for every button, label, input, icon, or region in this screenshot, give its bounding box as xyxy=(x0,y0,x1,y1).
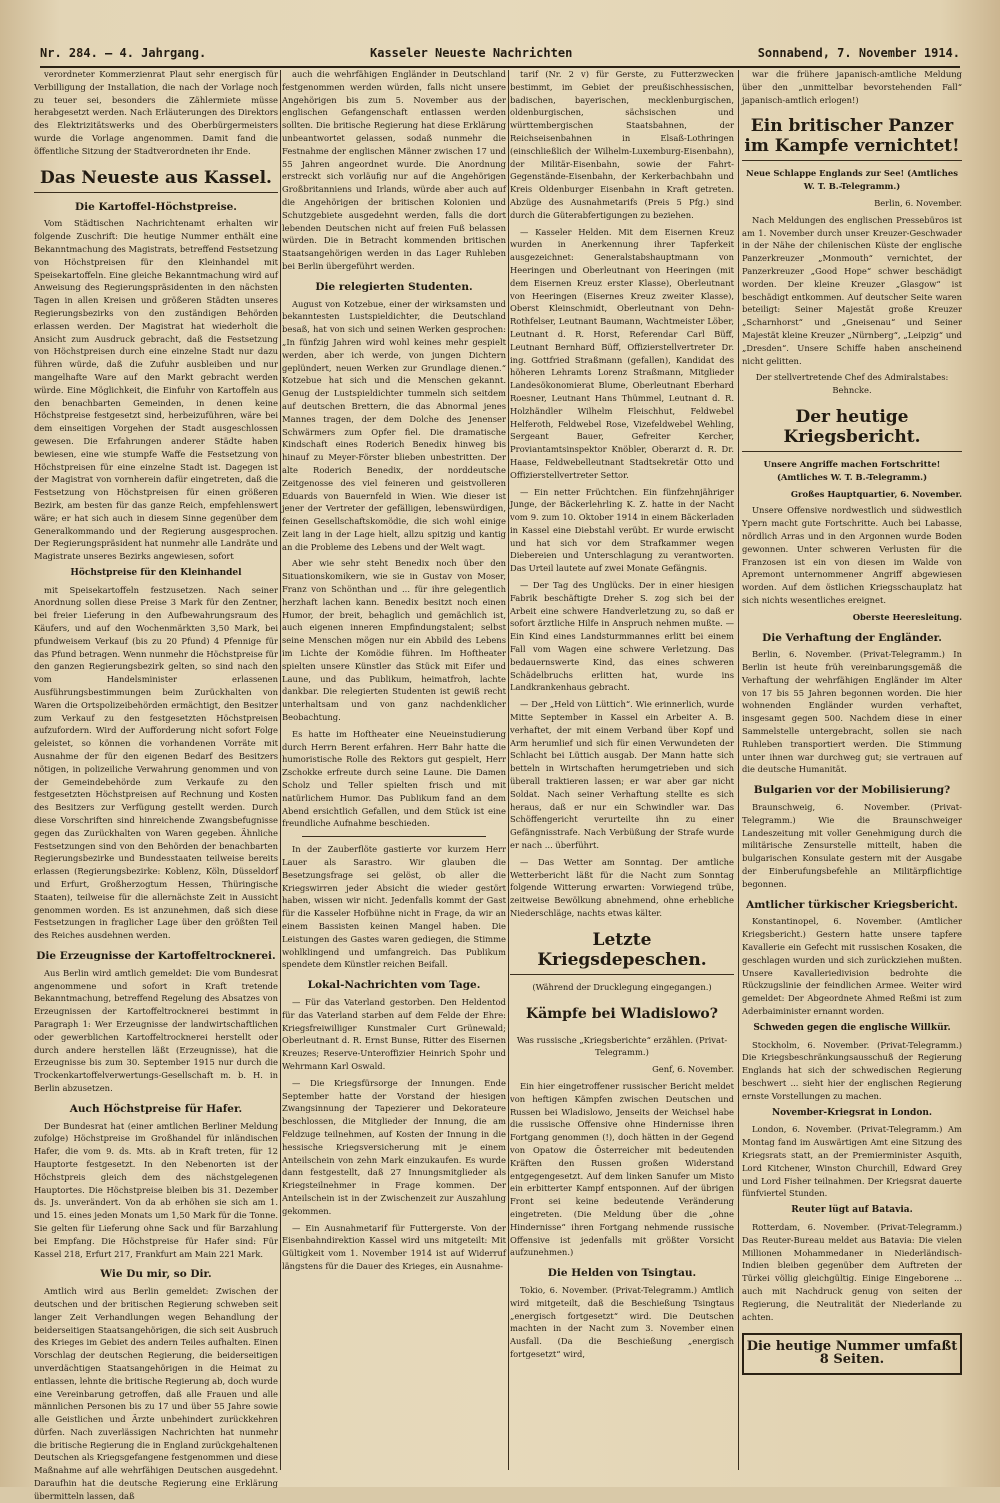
dateline: Berlin, 6. November. xyxy=(874,197,962,208)
headline: Amtlicher türkischer Kriegsbericht. xyxy=(746,898,958,911)
column-rule xyxy=(280,70,281,1470)
dateline: Genf, 6. November. xyxy=(652,1064,734,1075)
article-text: Ein hier eingetroffener russischer Bericht meldet von heftigen Kämpfen zwischen Deutschen und Russen bei Wladislowo, Jenseits der Weichsel habe die russische Offensive ohne Hindernisse ihren Fortgang genommen (!), doch hätten in der Gegend von Opatow die Österreicher mit bedeutenden Kräften den Russen großen Widerstand entgegengesetzt. Auf dem linken Sanufer um Misto ein erbitterter Kampf entsponnen. Auf der übrigen Front sei keine bedeutende Veränderung eingetreten. (Die Meldung über die „ohne Hindernisse“ ihren Fortgang nehmende russische Offensive ist jedenfalls mit größter Vorsicht aufzunehmen.) xyxy=(510,1080,734,1258)
article-text: Unsere Offensive nordwestlich und südwestlich Ypern macht gute Fortschritte. Auch bei Labasse, nördlich Arras und in den Argonnen wurde Boden gewonnen. Unter schweren Verlusten für die Franzosen ist ein von diesen im Walde von Apremont unternommener Angriff abgewiesen worden. Auf dem östlichen Kriegsschauplatz hat sich nichts wesentliches ereignet. xyxy=(742,505,962,605)
headline: Schweden gegen die englische Willkür. xyxy=(753,1022,951,1033)
article-text: — Ein Ausnahmetarif für Futtergerste. Von der Eisenbahndirektion Kassel wird uns mitgeteilt: Mit Gültigkeit vom 1. November 1914 ist auf Widerruf längstens für die Dauer des Krieges, ein Ausnahme- xyxy=(282,1222,506,1271)
article-text: Tokio, 6. November. (Privat-Telegramm.) Amtlich wird mitgeteilt, daß die Beschießung Tsingtaus „energisch fortgesetzt“ wird. Die Deutschen machten in der Nacht zum 3. November einen Ausfall. (Da die Beschießung „energisch fortgesetzt“ wird, xyxy=(510,1284,734,1359)
headline: Die Erzeugnisse der Kartoffeltrocknerei. xyxy=(36,950,276,962)
headline: Die Verhaftung der Engländer. xyxy=(762,631,942,644)
headline: Reuter lügt auf Batavia. xyxy=(791,1205,913,1216)
subheadline: Was russische „Kriegsberichte“ erzählen. (Privat-Telegramm.) xyxy=(516,1034,728,1058)
article-text: mit Speisekartoffeln festzusetzen. Nach seiner Anordnung sollen diese Preise 3 Mark für den Zentner, bei freier Lieferung in den Aufbewahrungsraum des Käufers, und auf den Wochenmärkten 3,50 Mark, bei pfundweisem Verkauf (bis zu 20 Pfund) 4 Pfennige für das Pfund betragen. Wenn nunmehr die Höchstpreise für den ganzen Regierungsbezirk gelten, so sind nach den vom Handelsminister erlassenen Ausführungsbestimmungen beim Zurückhalten von Waren die Ortspolizeibehörden ermächtigt, den Besitzer zum Verkauf zu den festgesetzten Höchstpreisen aufzufordern. Wird der Aufforderung nicht sofort Folge geleistet, so können die vorhandenen Vorräte mit Ausnahme der für den eigenen Bedarf des Besitzers nötigen, in polizeiliche Verwahrung genommen und von der Gemeindebehörde zum Verkaufe zu den festgesetzten Höchstpreisen auf Rechnung und Kosten des Besitzers zur Verfügung gestellt werden. Durch diese Vorschriften sind hinreichende Zwangsbefugnisse gegen das Zurückhalten von Waren gegeben. Ähnliche Festsetzungen sind von den Behörden der benachbarten Regierungsbezirke und Bundesstaaten teilweise bereits erlassen (Regierungsbezirke: Koblenz, Köln, Düsseldorf und Erfurt, Großherzogtum Hessen, Thüringische Staaten), teilweise für die allernächste Zeit in Aussicht genommen worden. Es ist anzunehmen, daß sich diese Festsetzungen in fraglicher Lage über den größten Teil des Reiches ausdehnen werden. xyxy=(34,584,278,941)
headline: Die Helden von Tsingtau. xyxy=(547,1267,697,1280)
article-text: August von Kotzebue, einer der wirksamsten und bekanntesten Lustspieldichter, die Deutschland besaß, hat von sich und seinen Werken gesprochen: „In fünfzig Jahren wird wohl keines mehr gespielt werden, aber ich werde, von jungen Dichtern geplündert, neuen Werken zur Grundlage dienen.“ Kotzebue hat sich und die Menschen gekannt. Genug der Lustspieldichter tummeln sich seitdem auf deutschen Brettern, die das Abnormal jenes Mannes tragen, der dem Dolche des Jenenser Schwärmers zum Opfer fiel. Die dramatische Kindschaft eines Roderich Benedix hinweg bis hinauf zu Meyer-Förster blieben unbestritten. Der alte Roderich Benedix, der norddeutsche Zeitgenosse des viel feineren und geistvolleren Eduards von Bauernfeld in Wien. Wie dieser ist jener der Vertreter der gefälligen, lebenswürdigen, feinen Gesellschaftskomödie, die sich wohl einige Zeit lang in der Lage hielt, allzu spitzig und kantig an die Probleme des Lebens und der Welt wagt. xyxy=(282,298,506,552)
headline: Auch Höchstpreise für Hafer. xyxy=(69,1102,243,1115)
headline: Die relegierten Studenten. xyxy=(315,280,473,293)
subheadline: Höchstpreise für den Kleinhandel xyxy=(70,567,242,578)
column-3 xyxy=(510,68,734,1468)
issue-date: Sonnabend, 7. November 1914. xyxy=(757,46,960,60)
article-text: — Ein netter Früchtchen. Ein fünfzehnjähriger Junge, der Bäckerlehrling K. Z. hatte in der Nacht vom 9. zum 10. Oktober 1914 in einem Bäckerladen in Kassel eine Diebstahl verübt. Er wurde erwischt und hat sich vor dem Strafkammer wegen Diebereien und Unterschlagung zu verantworten. Das Urteil lautete auf zwei Monate Gefängnis. xyxy=(510,486,734,574)
article-text: war die frühere japanisch-amtliche Meldung über den „unmittelbar bevorstehenden Fall“ japanisch-amtlich erlogen!) xyxy=(742,69,962,105)
issue-number: Nr. 284. — 4. Jahrgang. xyxy=(40,46,207,60)
subheadline: Unsere Angriffe machen Fortschritte! (Amtliches W. T. B.-Telegramm.) xyxy=(763,458,941,482)
article-text: — Für das Vaterland gestorben. Den Heldentod für das Vaterland starben auf dem Felde der Ehre: Kriegsfreiwilliger Kunstmaler Curt Grünewald; Oberleutnant d. R. Ernst Bunse, Ritter des Eisernen Kreuzes; Reserve-Unteroffizier Heinrich Spohr und Wehrmann Karl Oswald. xyxy=(282,996,506,1071)
article-text: — Der Tag des Unglücks. Der in einer hiesigen Fabrik beschäftigte Dreher S. zog sich bei der Arbeit eine schwere Handverletzung zu, so daß er sofort ärztliche Hilfe in Anspruch nehmen mußte. — Ein Kind eines Landsturmmannes erlitt bei einem Fall vom Wagen eine schwere Verletzung. Das bedauernswerte Kind, das eines schweren Schädelbruchs erlitten hat, wurde ins Landkrankenhaus gebracht. xyxy=(510,580,734,693)
article-text: Aber wie sehr steht Benedix noch über den Situationskomikern, wie sie in Gustav von Moser, Franz von Schönthan und ... für ihre gelegentlich herzhaft lachen kann. Benedix besitzt noch einen Humor, der breit, behaglich und gemächlich ist, auch eigenen inneren Empfindungstalent; selbst seine Menschen mögen nur ein Abbild des Lebens im Lichte der Komödie führen. Im Hoftheater spielten unsere Künstler das Stück mit Eifer und Laune, und das Publikum, heimatfroh, lachte dankbar. Die relegierten Studenten ist gewiß recht unterhaltsam und von ganz nachdenklicher Beobachtung. xyxy=(282,558,506,723)
article-text: Der Bundesrat hat (einer amtlichen Berliner Meldung zufolge) Höchstpreise im Großhandel für inländischen Hafer, die vom 9. ds. Mts. ab in Kraft treten, für 12 Hauptorte festgesetzt. In den Nebenorten ist der Höchstpreis gleich dem des nächstgelegenen Hauptortes. Die Höchstpreise bleiben bis 31. Dezember ds. Js. unverändert. Von da ab erhöhen sie sich am 1. und 15. eines jeden Monats um 1,50 Mark für die Tonne. Sie gelten für Lieferung ohne Sack und für Barzahlung bei Empfang. Die Höchstpreise für Hafer sind: Für Kassel 218, Erfurt 217, Frankfurt am Main 221 Mark. xyxy=(34,1120,278,1259)
article-text: tarif (Nr. 2 v) für Gerste, zu Futterzwecken bestimmt, im Gebiet der preußischhessischen, badischen, bayerischen, mecklenburgischen, oldenburgischen, sächsischen und württembergischen Staatsbahnen, der Reichseisenbahnen in Elsaß-Lothringen (einschließlich der Wilhelm-Luxemburg-Eisenbahn), der Militär-Eisenbahn, sowie der Fahrt-Gegenstände-Eisenbahn, der Kerkerbachbahn und Kreis Oldenburger Eisenbahn in Kraft getreten. Abzüge des Ausnahmetarifs (Preis 5 Pfg.) sind durch die Güterabfertigungen zu beziehen. xyxy=(510,69,734,220)
subheadline: (Während der Drucklegung eingegangen.) xyxy=(532,981,712,992)
article-text: Rotterdam, 6. November. (Privat-Telegramm.) Das Reuter-Bureau meldet aus Batavia: Die vielen Millionen Mohammedaner in Niederländisch-Indien bleiben gegenüber dem Auftreten der Türkei völlig gleichgültig. Einige Eingeborene ... auch mit Nachdruck genug von seiten der Regierung, die Neutralität der Niederlande zu achten. xyxy=(742,1221,962,1322)
article-text: Es hatte im Hoftheater eine Neueinstudierung durch Herrn Berent erfahren. Herr Bahr hatte die humoristische Rolle des Rektors gut gespielt, Herr Zschokke erfreute durch seine Laune. Die Damen Scholz und Teller spielten frisch und mit natürlichem Humor. Das Publikum fand an dem Abend ersichtlich Gefallen, und dem Stück ist eine freundliche Aufnahme beschieden. xyxy=(282,728,506,829)
article-text: Amtlich wird aus Berlin gemeldet: Zwischen der deutschen und der britischen Regierung schweben seit langer Zeit Verhandlungen wegen Behandlung der beiderseitigen Staatsangehörigen, die sich seit Ausbruch des Krieges im Gebiet des andern Teiles aufhalten. Einen Vorschlag der deutschen Regierung, die beiderseitigen unverdächtigen Staatsangehörigen in die Heimat zu entlassen, lehnte die britische Regierung ab, doch wurde eine Vereinbarung getroffen, daß alle Frauen und alle männlichen Personen bis zu 17 und über 55 Jahre sowie alle Geistlichen und Ärzte unbehindert zurückkehren dürfen. Nach zuverlässigen Nachrichten hat nunmehr die britische Regierung die in England zurückgehaltenen Deutschen als Kriegsgefangene festgenommen und diese Maßnahme auf alle wehrfähigen Deutschen ausgedehnt. Daraufhin hat die deutsche Regierung eine Erklärung übermitteln lassen, daß xyxy=(34,1286,278,1501)
article-text: — Das Wetter am Sonntag. Der amtliche Wetterbericht läßt für die Nacht zum Sonntag folgende Witterung erwarten: Vorwiegend trübe, zeitweise Bewölkung abnehmend, ohne erhebliche Niederschläge, nachts etwas kälter. xyxy=(510,856,734,918)
article-text: Stockholm, 6. November. (Privat-Telegramm.) Die Kriegsbeschränkungsausschuß der Regierung Englands hat sich der schwedischen Regierung beschwert ... sieht hier der englischen Regierung ernste Vorstellungen zu machen. xyxy=(742,1039,962,1101)
section-title: Letzte Kriegsdepeschen. xyxy=(510,930,734,975)
divider xyxy=(302,836,486,837)
article-text: — Kasseler Helden. Mit dem Eisernen Kreuz wurden in Anerkennung ihrer Tapferkeit ausgezeichnet: Generalstabshauptmann von Heeringen und Oberleutnant von Heeringen (mit dem Eisernen Kreuz erster Klasse), Oberleutnant von Heeringen (Eisernes Kreuz zweiter Klasse), Oberst Kleinschmidt, Oberleutnant von Dehn-Rothfelser, Leutnant Baumann, Wachtmeister Löber, Leutnant d. R. Horst, Referendar Carl Büff, Leutnant Bernhard Büff, Offizierstellvertreter Dr. ing. Gottfried Straßmann (gefallen), Kandidat des höheren Lehramts Lorenz Straßmann, Mitglieder Landesökonomierat Blume, Oberleutnant Eberhard Roesner, Leutnant Hans Thümmel, Leutnant d. R. Holzhändler Wilhelm Fleischhut, Feldwebel Helferoth, Feldwebel Rose, Vizefeldwebel Wehling, Sergeant Bauer, Gefreiter Kercher, Proviantamtsinspektor Knöbler, Oberarzt d. R. Dr. Haase, Feldwebelleutnant Stadtsekretär Otto und Offizierstellvertreter Settor. xyxy=(510,226,734,480)
article-text: — Die Kriegsfürsorge der Innungen. Ende September hatte der Vorstand der hiesigen Zwangsinnung der Tapezierer und Dekorateure beschlossen, die Mitglieder der Innung, die am Feldzuge teilnehmen, auf Kosten der Innung in die hessische Kriegsversicherung mit je einem Anteilschein von zehn Mark einzukaufen. Es wurde dann festgestellt, daß 27 Innungsmitglieder als Kriegsteilnehmer in Frage kommen. Der Anteilschein ist in der Zwischenzeit zur Auszahlung gekommen. xyxy=(282,1077,506,1216)
article-text: auch die wehrfähigen Engländer in Deutschland festgenommen werden würden, falls nicht unsere Angehörigen bis zum 5. November aus der englischen Gefangenschaft entlassen werden sollten. Die britische Regierung hat diese Erklärung unbeantwortet gelassen, sodaß nunmehr die Festnahme der englischen Männer zwischen 17 und 55 Jahren angeordnet wurde. Die Anordnung erstreckt sich vorläufig nur auf die Angehörigen Großbritanniens und Irlands, würde aber auch auf die Angehörigen der britischen Kolonien und Schutzgebiete ausgedehnt werden, falls die dort lebenden Deutschen nicht auf freien Fuß belassen würden. Die in Betracht kommenden britischen Staatsangehörigen werden in das Lager Ruhleben bei Berlin übergeführt werden. xyxy=(282,69,506,271)
article-text: Braunschweig, 6. November. (Privat-Telegramm.) Wie die Braunschweiger Landeszeitung mit voller Genehmigung durch die militärische Zensurstelle mitteilt, haben die bulgarischen Konsulate gestern mit der Ausgabe der Einberufungsbefehle an Militärpflichtige begonnen. xyxy=(742,802,962,889)
dateline: Großes Hauptquartier, 6. November. xyxy=(790,488,962,499)
article-text: verordneter Kommerzienrat Plaut sehr energisch für Verbilligung der Installation, die nach der Vorlage noch zu teuer sei, besonders die Zählermiete müsse herabgesetzt werden. Nach Erläuterungen des Direktors des Elektrizitätswerks und des Oberbürgermeisters wurde die Vorlage angenommen. Damit fand die öffentliche Sitzung der Stadtverordneten ihr Ende. xyxy=(34,69,278,156)
headline: Die Kartoffel-Höchstpreise. xyxy=(75,200,237,213)
column-1 xyxy=(34,68,278,1501)
headline: Kämpfe bei Wladislowo? xyxy=(526,1005,718,1022)
article-text: Berlin, 6. November. (Privat-Telegramm.) In Berlin ist heute früh vereinbarungsgemäß die Verhaftung der wehrfähigen Engländer im Alter von 17 bis 55 Jahren begonnen worden. Die hier wohnenden Engländer wurden verhaftet, insgesamt gegen 500. Nachdem diese in einer Sammelstelle untergebracht, sollen sie nach Ruhleben transportiert werden. Die Stimmung unter ihnen war durchweg gut; sie vertrauen auf die deutsche Humanität. xyxy=(742,649,962,775)
page-count-box: Die heutige Nummer umfaßt 8 Seiten. xyxy=(742,1333,962,1375)
article-text: Konstantinopel, 6. November. (Amtlicher Kriegsbericht.) Gestern hatte unsere tapfere Kavallerie ein Gefecht mit russischen Kosaken, die geschlagen wurden und sich zurückziehen mußten. Unsere Kavalleriedivision bedrohte die Rückzugslinie der feindlichen Armee. Weiter wird gemeldet: Der Abgeordnete Ahmed Reßmi ist zum Aderbaiminister ernannt worden. xyxy=(742,916,962,1017)
signature: Der stellvertretende Chef des Admiralstabes: Behncke. xyxy=(755,372,949,396)
subheadline: Neue Schlappe Englands zur See! (Amtliches W. T. B.-Telegramm.) xyxy=(746,168,958,192)
headline: November-Kriegsrat in London. xyxy=(771,1107,933,1118)
signature: Oberste Heeresleitung. xyxy=(852,611,962,622)
page-header xyxy=(40,42,960,68)
article-text: In der Zauberflöte gastierte vor kurzem Herr Lauer als Sarastro. Wir glauben die Besetzungsfrage sei gelöst, ob aller die Kriegswirren jeder Absicht die wieder gestört haben, wissen wir nicht. Jedenfalls kommt der Gast für die Kasseler Hofbühne nicht in Frage, da wir an einem Bassisten keinen Mangel haben. Die Leistungen des Gastes waren gediegen, die Stimme wohlklingend und umfangreich. Das Publikum spendete dem Künstler reichen Beifall. xyxy=(282,844,506,970)
column-4 xyxy=(742,68,962,1468)
column-2 xyxy=(282,68,506,1468)
headline: Lokal-Nachrichten vom Tage. xyxy=(307,979,481,992)
headline: Der heutige Kriegsbericht. xyxy=(742,407,962,452)
column-rule xyxy=(508,70,509,1470)
headline: Wie Du mir, so Dir. xyxy=(100,1268,212,1281)
article-text: Nach Meldungen des englischen Pressebüros ist am 1. November durch unser Kreuzer-Geschwader in der Nähe der chilenischen Küste der englische Panzerkreuzer „Monmouth“ vernichtet, der Panzerkreuzer „Good Hope“ schwer beschädigt worden. Der kleine Kreuzer „Glasgow“ ist beschädigt entkommen. Auf deutscher Seite waren beteiligt: Seiner Majestät große Kreuzer „Scharnhorst“ und „Gneisenau“ und Seiner Majestät kleine Kreuzer „Nürnberg“, „Leipzig“ und „Dresden“. Unsere Schiffe haben anscheinend nicht gelitten. xyxy=(742,214,962,366)
column-rule xyxy=(738,70,739,1470)
article-text: Aus Berlin wird amtlich gemeldet: Die vom Bundesrat angenommene und sofort in Kraft tretende Bekanntmachung, betreffend Regelung des Absatzes von Erzeugnissen der Kartoffeltrocknerei bestimmt in Paragraph 1: Wer Erzeugnisse der landwirtschaftlichen oder gewerblichen Kartoffeltrocknerei herstellt oder durch andere herstellen läßt (Erzeugnisse), hat die Erzeugnisse bis zum 30. September 1915 nur durch die Trockenkartoffelverwertungs-Gesellschaft m. b. H. in Berlin abzusetzen. xyxy=(34,967,278,1093)
section-title: Das Neueste aus Kassel. xyxy=(34,168,278,193)
headline: Ein britischer Panzer im Kampfe vernichtet! xyxy=(742,116,962,161)
article-text: London, 6. November. (Privat-Telegramm.) Am Montag fand im Auswärtigen Amt eine Sitzung des Kriegsrats statt, an der Premierminister Asquith, Lord Kitchener, Winston Churchill, Edward Grey und Lord Fisher teilnahmen. Der Kriegsrat dauerte fünfviertel Stunden. xyxy=(742,1124,962,1199)
article-text: Vom Städtischen Nachrichtenamt erhalten wir folgende Zuschrift: Die heutige Nummer enthält eine Bekanntmachung des Magistrats, betreffend Festsetzung von Höchstpreisen für den Kleinhandel mit Speisekartoffeln. Eine gleiche Bekanntmachung wird auf Anweisung des Regierungspräsidenten in den nächsten Tagen in allen Kreisen und größeren Städten unseres Regierungsbezirks von den zuständigen Behörden erlassen werden. Der Magistrat hat wiederholt die Ansicht zum Ausdruck gebracht, daß die Festsetzung von Höchstpreisen durch eine einzelne Stadt nur dazu führen würde, daß die Zufuhr ausbleiben und nur mangelhafte Ware auf den Markt gebracht werden würde. Eine Möglichkeit, die Einfuhr von Kartoffeln aus den benachbarten Gemeinden, in denen keine Höchstpreise festgesetzt sind, herbeizuführen, wäre bei dem einseitigen Vorgehen der Stadt ausgeschlossen gewesen. Die Erfahrungen anderer Städte haben bewiesen, eine wie stumpfe Waffe die Festsetzung von Höchstpreisen für eine einzelne Stadt ist. Dagegen ist der Magistrat von vornherein dafür eingetreten, daß die Festsetzung von Höchstpreisen für einen größeren Bezirk, am besten für das ganze Reich, empfehlenswert wäre; er hat sich auch in diesem Sinne gegenüber dem Generalkommando und der Regierung ausgesprochen. Der Regierungspräsident hat nunmehr alle Landräte und Magistrate unseres Bezirks angewiesen, sofort xyxy=(34,218,278,562)
article-text: — Der „Held von Lüttich“. Wie erinnerlich, wurde Mitte September in Kassel ein Arbeiter A. B. verhaftet, der mit einem Verband über Kopf und Arm herumlief und sich für einen Verwundeten der Schlacht bei Lüttich ausgab. Der Mann hatte sich betteln in Wirtschaften herumgetrieben und sich überall traktieren lassen; er war aber gar nicht Soldat. Nach seiner Verhaftung stellte es sich heraus, daß er nur ein Schwindler war. Das Schöffengericht verurteilte ihn zu einer Gefängnisstrafe. Nach Verbüßung der Strafe wurde er nach ... überführt. xyxy=(510,699,734,851)
paper-title: Kasseler Neueste Nachrichten xyxy=(370,46,573,60)
headline: Bulgarien vor der Mobilisierung? xyxy=(753,784,951,797)
